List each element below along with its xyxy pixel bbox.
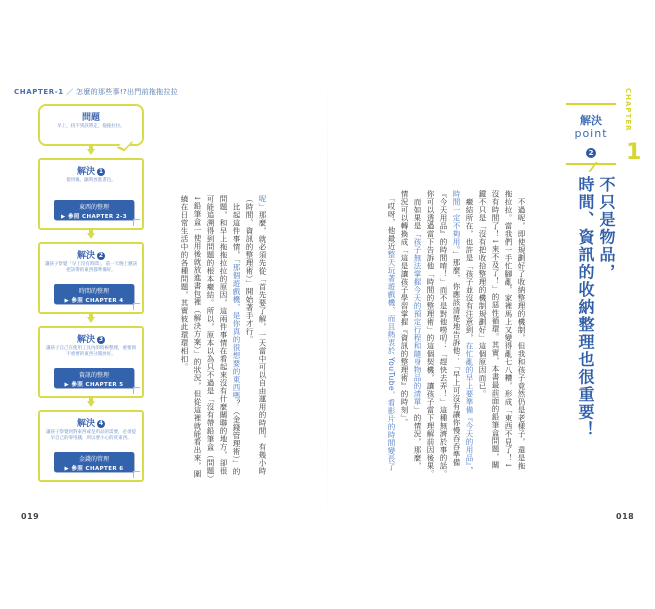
body-text: 繞在日常生活中的各種問題，其實彼此環環相扣。 xyxy=(180,195,189,371)
headline-line-2: 時間、資訊的收納整理也很重要！ xyxy=(576,176,595,439)
number-badge: 4 xyxy=(98,419,104,427)
text-column xyxy=(502,190,515,500)
flow-chart xyxy=(38,104,144,482)
body-text: 你可以透過當下告訴他「時間的整理術」的這個契機，讓孩子當下理解前因後果。 xyxy=(426,190,435,478)
ref-link: ▶ 參照 CHAPTER 5 xyxy=(64,382,124,388)
highlighted-text: 孩子無法掌握今天的預定行程和隨身物品的清單 xyxy=(413,238,422,406)
text-column xyxy=(385,190,398,500)
problem-desc: 早上，找不到該帶走，拖拖拉拉。 xyxy=(57,124,125,129)
body-text: 而如果是「 xyxy=(413,190,422,238)
arrow-down-icon xyxy=(87,233,95,239)
problem-box xyxy=(38,104,144,146)
chapter-ref-button[interactable] xyxy=(54,284,134,304)
body-text: 沒有時間了！↓來不及了！」的惡性循環。其實，本書最前面的鉛筆盒問題，關 xyxy=(491,190,500,469)
text-column xyxy=(515,190,528,500)
running-head-separator: ／ xyxy=(66,88,74,96)
body-text: 比起這件事情，「 xyxy=(232,195,241,264)
text-column xyxy=(437,190,450,500)
body-text: ， xyxy=(465,466,474,475)
ref-link: ▶ 參照 CHAPTER 4 xyxy=(64,298,124,304)
solution-box-3 xyxy=(38,326,144,398)
problem-title: 問題 xyxy=(81,113,100,123)
text-column xyxy=(489,190,502,500)
body-text: 「哎呀，他最近 xyxy=(387,190,396,251)
page-curl-icon xyxy=(133,219,140,226)
solution-title: 解決 4 xyxy=(76,419,104,429)
body-text: 不過呢，即使規劃好了收納整理的機制，但我和孩子竟然仍是老樣子，還是拖 xyxy=(517,190,526,470)
ref-title: 金錢的管理 xyxy=(78,456,109,463)
page-gutter xyxy=(327,60,328,540)
solution-title: 解決 3 xyxy=(76,335,104,345)
arrow-down-icon xyxy=(87,317,95,323)
highlighted-text: 在忙亂的早上要準備『今天的用品』 xyxy=(465,342,474,467)
ref-link: ▶ 參照 CHAPTER 2-3 xyxy=(61,214,127,220)
body-text: 。」那麼，你應該清楚地告訴他：「早上可沒有讓你慢吞吞準備 xyxy=(452,246,461,467)
page-curl-icon xyxy=(133,471,140,478)
point-number-badge: 2 xyxy=(586,148,596,158)
headline-line-1: 不只是物品， xyxy=(597,176,616,281)
number-badge: 1 xyxy=(98,167,104,175)
solution-desc: 讓孩子察覺到對東西或是用品的需要，必須提早自己的零用錢，所以要小心的買東西。 xyxy=(46,430,136,441)
body-text: ↓鉛筆盒一使用後就放進書包裡（解決方案）」的狀況，但從這裡就能看出來，圍 xyxy=(193,195,202,479)
text-column xyxy=(230,195,243,495)
text-column xyxy=(256,195,269,495)
running-head-chapter: CHAPTER-1 xyxy=(14,88,64,96)
arrow-down-icon xyxy=(87,149,95,155)
running-head-title: 怎麼的那些事!?出門前拖拖拉拉 xyxy=(76,88,179,96)
body-text: 鍵不只是「沒有把收拾整理的機制規劃好」這個原因而已。 xyxy=(478,190,487,398)
highlighted-text: 整天玩著遊戲機，而且熱衷於 YouTube，看影片的時間變長了 xyxy=(387,250,396,472)
body-text: 拖拉拉。當我們一手忙腳亂，家裡馬上又變得亂七八糟，形成「東西不見了！↓ xyxy=(504,190,513,469)
solution-desc: 讓孩子自己在使用工具內的時候整理，重要與不重要的東西分開放好。 xyxy=(46,346,136,357)
speech-tail xyxy=(117,139,133,152)
body-text: 」的情況，那麼， xyxy=(413,406,422,470)
running-head xyxy=(14,87,178,97)
ref-title: 資訊的整理 xyxy=(78,372,109,379)
point-badge xyxy=(566,103,616,165)
divider xyxy=(566,163,616,165)
body-text: （時間、資訊的整理術）」開始著手才行。 xyxy=(245,195,254,344)
page-curl-icon xyxy=(133,387,140,394)
body-text: 『今天用品』的時間唷！」而不是對他嘮叨：「趕快去弄！」這種無濟於事的話。 xyxy=(439,190,448,478)
text-column xyxy=(424,190,437,500)
body-text: 」那麼，就必須先從「首先要了解，一天當中可以自由運用的時間，有幾小時 xyxy=(258,203,267,475)
body-text: ？（金錢管理術）」的 xyxy=(232,399,241,476)
body-text: 情況可以轉換成「這是讓孩子學習掌握『資訊的整理術』的時刻」。 xyxy=(400,190,409,427)
number-badge: 3 xyxy=(98,335,104,343)
chapter-number: 1 xyxy=(626,140,642,165)
text-column xyxy=(398,190,411,500)
chapter-ref-button[interactable] xyxy=(54,452,134,472)
text-column xyxy=(411,190,424,500)
solution-desc: 讓孩子察覺「早上沒有時間」，前一天晚上應該把該帶的東西都準備好。 xyxy=(44,262,138,273)
body-text: 問題，和早上拖拖拉拉的原因，這兩件事情在看起來沒有什麼關聯的地方，卻很 xyxy=(219,195,228,475)
solution-title: 解決 1 xyxy=(76,167,104,177)
divider xyxy=(566,103,616,105)
number-badge: 2 xyxy=(98,251,104,259)
chapter-tab: CHAPTER xyxy=(624,88,632,132)
text-column xyxy=(178,195,191,495)
text-column xyxy=(217,195,230,495)
point-title: 解決 xyxy=(580,114,602,127)
text-column xyxy=(191,195,204,495)
chapter-ref-button[interactable] xyxy=(54,368,134,388)
chapter-ref-button[interactable] xyxy=(54,200,134,220)
body-text: 可能追溯得到問題的根本癥結。所以，原本以為只不過是「沒有帶鉛筆盒（問題） xyxy=(206,195,215,483)
solution-desc: 使用後，隨時放進書包。 xyxy=(66,178,116,183)
highlighted-text: 呢 xyxy=(258,195,267,203)
text-column xyxy=(476,190,489,500)
text-column xyxy=(243,195,256,495)
ref-link: ▶ 參照 CHAPTER 6 xyxy=(64,466,124,472)
left-body-text xyxy=(178,195,269,495)
arrow-down-icon xyxy=(87,401,95,407)
text-column xyxy=(450,190,463,500)
text-column xyxy=(204,195,217,495)
solution-box-1 xyxy=(38,158,144,230)
highlighted-text: 時間一定不夠用 xyxy=(452,190,461,246)
highlighted-text: 那個遊戲機，是你真的很想要的東西嗎 xyxy=(232,263,241,400)
solution-title: 解決 2 xyxy=(76,251,104,261)
page-number-left: 019 xyxy=(21,512,40,521)
page-number-right: 018 xyxy=(616,512,635,521)
body-text: 癥結所在，也許是「孩子並沒有注意到， xyxy=(465,190,474,342)
text-column xyxy=(463,190,476,500)
ref-title: 時間的整理 xyxy=(78,288,109,295)
page-curl-icon xyxy=(133,303,140,310)
right-body-text xyxy=(385,190,528,500)
point-word: point xyxy=(574,127,608,140)
solution-box-2 xyxy=(38,242,144,314)
ref-title: 東西的整理 xyxy=(78,204,109,211)
solution-box-4 xyxy=(38,410,144,482)
